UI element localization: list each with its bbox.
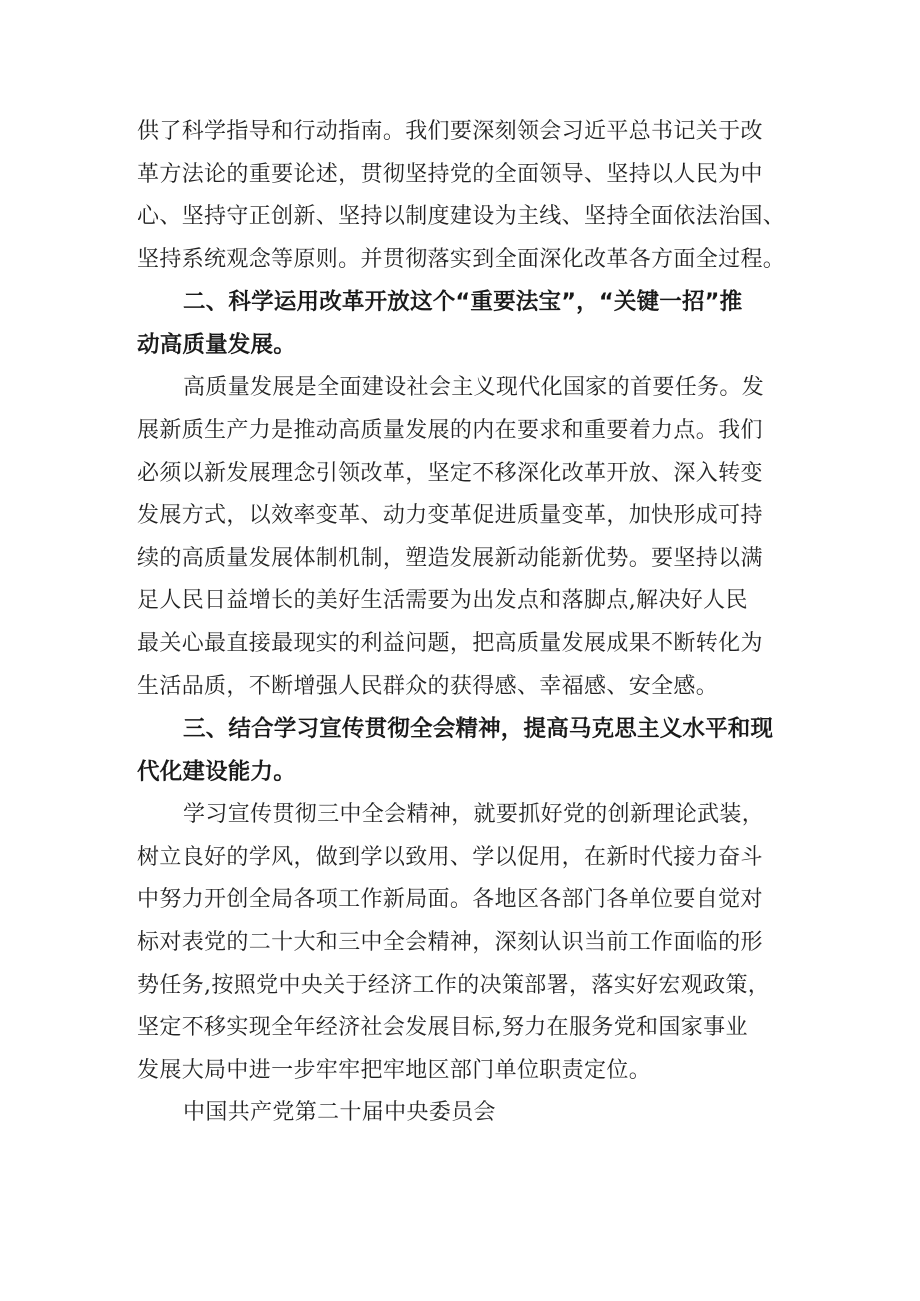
text-line: 标对表党的二十大和三中全会精神，深刻认识当前工作面临的形 (137, 929, 763, 955)
document-body (137, 111, 797, 1135)
text-line: 学习宣传贯彻三中全会精神，就要抓好党的创新理论武装， (183, 802, 765, 828)
text-line: 势任务,按照党中央关于经济工作的决策部署，落实好宏观政策， (137, 972, 771, 998)
text-line: 坚持系统观念等原则。并贯彻落实到全面深化改革各方面全过程。 (137, 246, 786, 272)
text-line: 发展大局中进一步牢牢把牢地区部门单位职责定位。 (137, 1057, 652, 1083)
text-line: 必须以新发展理念引领改革，坚定不移深化改革开放、深入转变 (137, 460, 763, 486)
text-line: 足人民日益增长的美好生活需要为出发点和落脚点,解决好人民 (137, 588, 748, 614)
heading-line: 三、结合学习宣传贯彻全会精神，提高马克思主义水平和现 (183, 716, 774, 743)
text-line: 革方法论的重要论述，贯彻坚持党的全面领导、坚持以人民为中 (137, 161, 763, 187)
heading-line: 动高质量发展。 (137, 332, 296, 359)
text-line: 发展方式，以效率变革、动力变革促进质量变革，加快形成可持 (137, 503, 763, 529)
heading-line: 二、科学运用改革开放这个“重要法宝”，“关键一招”推 (183, 289, 743, 316)
heading-line: 代化建设能力。 (137, 759, 296, 786)
paragraph-high-quality-development (137, 367, 797, 708)
text-line: 中努力开创全局各项工作新局面。各地区各部门各单位要自觉对 (137, 887, 763, 913)
text-line: 展新质生产力是推动高质量发展的内在要求和重要着力点。我们 (137, 417, 763, 443)
signature-block (137, 1092, 797, 1135)
paragraph-continuation (137, 111, 797, 281)
signature-line: 中国共产党第二十届中央委员会 (183, 1100, 496, 1126)
section-heading-3 (137, 708, 797, 794)
paragraph-study-plenary-spirit (137, 794, 797, 1092)
text-line: 生活品质，不断增强人民群众的获得感、幸福感、安全感。 (137, 673, 719, 699)
section-heading-2 (137, 281, 797, 367)
text-line: 高质量发展是全面建设社会主义现代化国家的首要任务。发 (183, 375, 765, 401)
text-line: 最关心最直接最现实的利益问题，把高质量发展成果不断转化为 (137, 630, 763, 656)
text-line: 心、坚持守正创新、坚持以制度建设为主线、坚持全面依法治国、 (137, 204, 786, 230)
text-line: 续的高质量发展体制机制，塑造发展新动能新优势。要坚持以满 (137, 545, 763, 571)
text-line: 坚定不移实现全年经济社会发展目标,努力在服务党和国家事业 (137, 1015, 748, 1041)
text-line: 供了科学指导和行动指南。我们要深刻领会习近平总书记关于改 (137, 119, 763, 144)
text-line: 树立良好的学风，做到学以致用、学以促用，在新时代接力奋斗 (137, 844, 763, 870)
